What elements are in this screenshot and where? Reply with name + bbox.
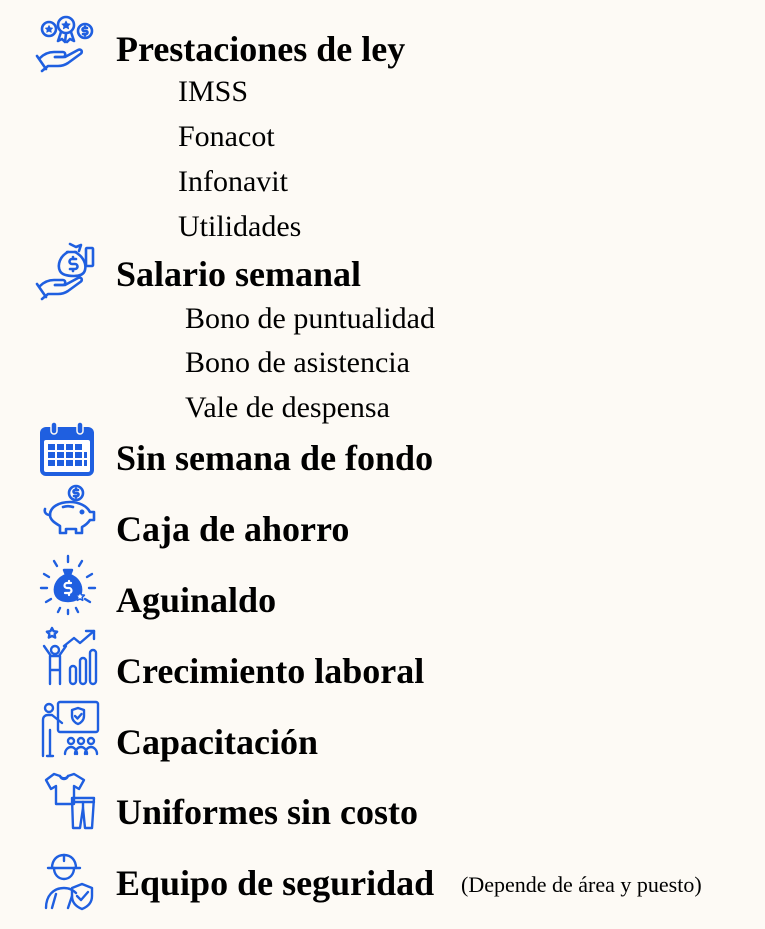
section-title-caja-ahorro: Caja de ahorro — [116, 509, 350, 549]
hand-money-bag-icon — [34, 238, 98, 302]
list-item-imss: IMSS — [178, 75, 249, 108]
list-item-bono-puntualidad: Bono de puntualidad — [185, 302, 435, 335]
piggy-bank-icon — [38, 482, 102, 546]
section-note-equipo: (Depende de área y puesto) — [461, 872, 702, 897]
list-item-vale-despensa: Vale de despensa — [185, 391, 390, 424]
list-item-utilidades: Utilidades — [178, 210, 302, 243]
shirt-pants-icon — [38, 768, 102, 832]
section-title-uniformes: Uniformes sin costo — [116, 792, 418, 832]
money-bag-sparkle-icon — [36, 552, 100, 616]
worker-helmet-shield-icon — [38, 848, 102, 912]
section-title-aguinaldo: Aguinaldo — [116, 580, 277, 620]
section-title-equipo: Equipo de seguridad — [116, 863, 435, 903]
hand-awards-money-icon — [34, 12, 98, 76]
list-item-bono-asistencia: Bono de asistencia — [185, 346, 410, 379]
section-title-crecimiento: Crecimiento laboral — [116, 651, 425, 691]
list-item-infonavit: Infonavit — [178, 165, 288, 198]
calendar-icon — [36, 420, 98, 480]
section-title-prestaciones: Prestaciones de ley — [116, 29, 406, 69]
section-title-capacitacion: Capacitación — [116, 722, 318, 762]
section-title-sin-semana: Sin semana de fondo — [116, 438, 434, 478]
list-item-fonacot: Fonacot — [178, 120, 275, 153]
person-growth-chart-icon — [38, 624, 102, 688]
presentation-training-icon — [38, 696, 102, 760]
section-title-salario: Salario semanal — [116, 254, 362, 294]
